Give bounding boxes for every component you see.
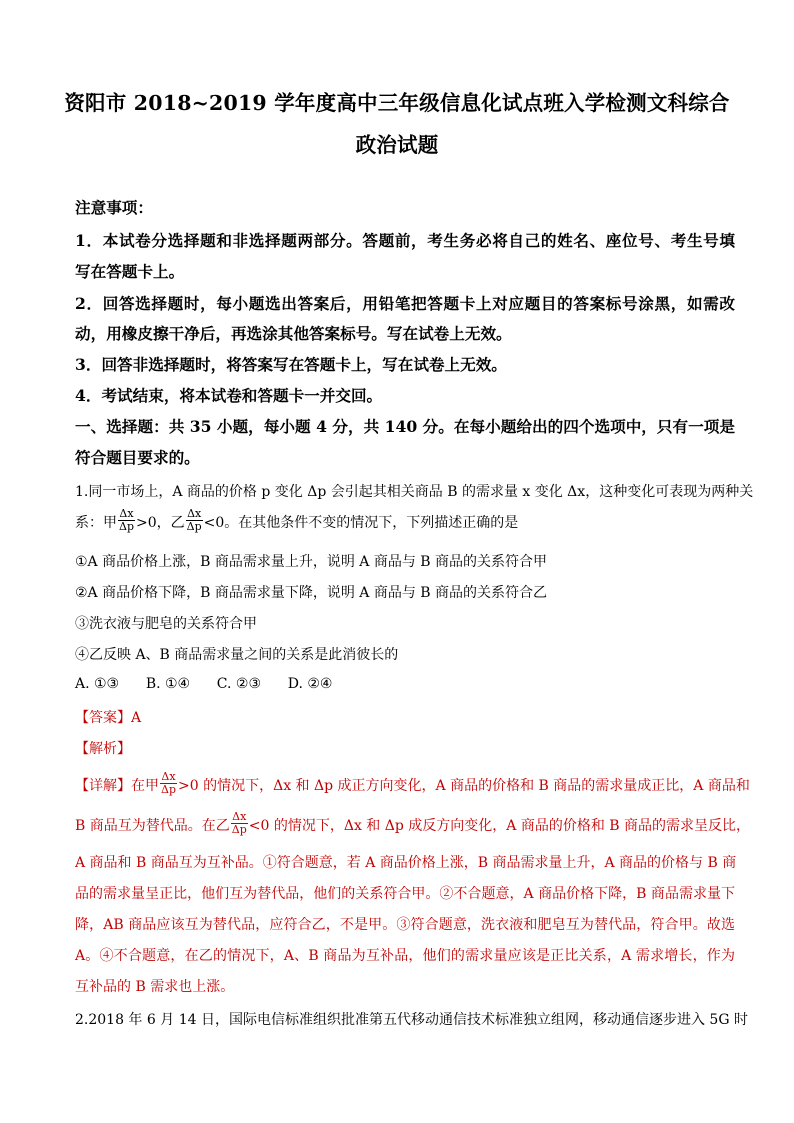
- q1-detail-4: 品的需求量呈正比，他们互为替代品，他们的关系符合甲。②不合题意，A 商品价格下降，B 商品需求量下: [75, 886, 735, 902]
- fraction-delta: $\frac{\Delta x}{\Delta p}$: [231, 809, 247, 836]
- q2-stem: 2.2018 年 6 月 14 日，国际电信标准组织批准第五代移动通信技术标准独立组网，移动通信逐步进入 5G 时: [75, 1012, 748, 1028]
- notice-item-2: 2．回答选择题时，每小题选出答案后，用铅笔把答题卡上对应题目的答案标号涂黑，如需改: [75, 294, 735, 313]
- notice-item-3: 3．回答非选择题时，将答案写在答题卡上，写在试卷上无效。: [75, 355, 507, 374]
- q1-detail-3: A 商品和 B 商品互为互补品。①符合题意，若 A 商品价格上涨，B 商品需求量上升，A 商品的价格与 B 商: [75, 855, 737, 871]
- q1-option-4: ④乙反映 A、B 商品需求量之间的关系是此消彼长的: [75, 647, 399, 663]
- page-subtitle: 政治试题: [355, 133, 439, 157]
- q1-answer: 【答案】A: [75, 710, 142, 726]
- page-title: 资阳市 2018~2019 学年度高中三年级信息化试点班入学检测文科综合: [64, 91, 730, 115]
- q1-detail-2: B 商品互为替代品。在乙 $\frac{\Delta x}{\Delta p}$ <0 的情况下，Δx 和 Δp 成反方向变化，A 商品的价格和 B 商品的需求呈反比，: [75, 809, 751, 836]
- fraction-delta: $\frac{\Delta x}{\Delta p}$: [186, 506, 202, 533]
- fraction-delta: $\frac{\Delta x}{\Delta p}$: [161, 769, 176, 796]
- section-heading-cont: 符合题目要求的。: [75, 448, 200, 467]
- q1-detail-5: 降，AB 商品应该互为替代品，应符合乙，不是甲。③符合题意，洗衣液和肥皂互为替代品，符合甲。故选: [75, 917, 735, 933]
- notice-heading: 注意事项：: [75, 198, 153, 217]
- q1-choices: A. ①③ B. ①④ C. ②③ D. ②④: [75, 676, 333, 692]
- q1-stem-cont: 系：甲 $\frac{\Delta x}{\Delta p}$ >0，乙 $\frac{\Delta x}{\Delta p}$ <0。在其他条件不变的情况下，下列描述正确的是: [75, 506, 519, 533]
- q1-stem: 1.同一市场上，A 商品的价格 p 变化 Δp 会引起其相关商品 B 的需求量 x 变化 Δx，这种变化可表现为两种关: [75, 484, 754, 500]
- notice-item-4: 4．考试结束，将本试卷和答题卡一并交回。: [75, 386, 383, 405]
- q1-detail-7: 互补品的 B 需求也上涨。: [75, 979, 235, 995]
- q1-detail-1: 【详解】在甲 $\frac{\Delta x}{\Delta p}$ >0 的情况下，Δx 和 Δp 成正方向变化，A 商品的价格和 B 商品的需求量成正比，A 商品和: [75, 769, 750, 796]
- section-heading: 一、选择题：共 35 小题，每小题 4 分，共 140 分。在每小题给出的四个选项中，只有一项是: [75, 417, 735, 436]
- q1-option-2: ②A 商品价格下降，B 商品需求量下降，说明 A 商品与 B 商品的关系符合乙: [75, 585, 548, 601]
- q1-detail-6: A。④不合题意，在乙的情况下，A、B 商品为互补品，他们的需求量应该是正比关系，A 需求增长，作为: [75, 948, 735, 964]
- q1-analysis-label: 【解析】: [75, 741, 131, 757]
- notice-item-2-cont: 动，用橡皮擦干净后，再选涂其他答案标号。写在试卷上无效。: [75, 324, 512, 343]
- notice-item-1: 1．本试卷分选择题和非选择题两部分。答题前，考生务必将自己的姓名、座位号、考生号填: [75, 231, 735, 250]
- q1-option-1: ①A 商品价格上涨，B 商品需求量上升，说明 A 商品与 B 商品的关系符合甲: [75, 554, 548, 570]
- q1-option-3: ③洗衣液与肥皂的关系符合甲: [75, 616, 257, 632]
- fraction-delta: $\frac{\Delta x}{\Delta p}$: [119, 506, 134, 533]
- notice-item-1-cont: 写在答题卡上。: [75, 262, 185, 281]
